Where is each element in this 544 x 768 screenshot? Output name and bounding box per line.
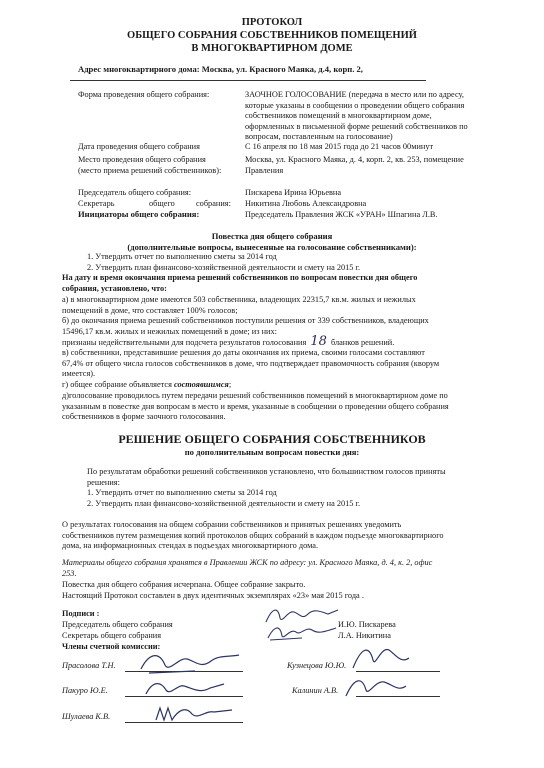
- established-b: б) до окончания приема решений собственников поступили решения от 339 собственников, владеющих: [62, 316, 429, 325]
- place-label: Место проведения общего собрания: [78, 155, 206, 164]
- member-signature-4: [340, 672, 410, 700]
- commission-heading: Члены счетной комиссии:: [62, 642, 161, 651]
- secretary-value: Никитина Любовь Александровна: [245, 199, 367, 208]
- secretary-sign-name: Л.А. Никитина: [338, 631, 391, 640]
- secretary-label: Секретарь: [78, 199, 115, 208]
- member-signature-5: [150, 700, 240, 726]
- materials-text-2: 253.: [62, 568, 77, 578]
- agenda-subtitle: (дополнительные вопросы, вынесенные на голосование собственниками):: [127, 241, 417, 252]
- notice-text-3: дома, на информационных стендах в подъездах многоквартирного дома.: [62, 541, 319, 550]
- established-c-3: имеется).: [62, 369, 96, 378]
- form-value-4: оформленных в письменной форме решений собственников по: [245, 121, 468, 131]
- doc-title-line2: ОБЩЕГО СОБРАНИЯ СОБСТВЕННИКОВ ПОМЕЩЕНИЙ: [127, 30, 417, 41]
- materials-text: Материалы общего собрания хранятся в Правлении ЖСК по адресу: ул. Красного Маяка, д. 4, к. 2, офис: [62, 558, 433, 567]
- chair-sign-label: Председатель общего собрания: [62, 619, 173, 629]
- chair-sign-name: И.Ю. Пискарева: [338, 619, 396, 629]
- established-a: а) в многоквартирном доме имеются 503 собственника, владеющих 22315,7 кв.м. жилых и нежилых: [62, 295, 416, 304]
- place-label-2: (место приема решений собственников):: [78, 165, 222, 175]
- decision-item-1: 1. Утвердить отчет по выполнению сметы за 2014 год: [87, 488, 277, 497]
- member-signature-1: [135, 647, 245, 677]
- notice-text: О результатах голосования на общем собрании собственников и принятых решениях уведомить: [62, 520, 402, 529]
- established-c-2: 67,4% от общего числа голосов собственников в доме, что подтверждает правомочность собрания (кворум: [62, 358, 440, 368]
- member-name-3: Пакуро Ю.Е.: [62, 686, 108, 695]
- established-g-end: ;: [228, 380, 232, 389]
- address-underline: [70, 80, 426, 81]
- chair-label: Председатель общего собрания:: [78, 188, 192, 197]
- date-label: Дата проведения общего собрания: [78, 142, 200, 151]
- form-value-2: которые указаны в сообщении о проведении общего собрания: [245, 100, 465, 110]
- closing-text-2: Настоящий Протокол составлен в двух идентичных экземплярах «23» мая 2015 года .: [62, 590, 364, 600]
- signatures-heading: Подписи :: [62, 609, 100, 618]
- member-name-5: Шулаева К.В.: [62, 712, 111, 721]
- form-value-5: вопросам, поставленным на голосование): [245, 132, 393, 141]
- invalid-ballots-count: 18: [310, 334, 327, 349]
- invalid-ballots-suffix: бланков решений.: [330, 338, 395, 347]
- established-b-2: 15496,17 кв.м. жилых и нежилых помещений в доме; из них:: [62, 326, 277, 336]
- agenda-item-2: 2. Утвердить план финансово-хозяйственной деятельности и смету на 2015 г.: [87, 262, 361, 272]
- decision-subtitle: по дополнительным вопросам повестки дня:: [184, 447, 360, 457]
- date-value: С 16 апреля по 18 мая 2015 года до 21 часов 00минут: [245, 142, 434, 151]
- established-d-3: собственников в форме заочного голосования.: [62, 412, 226, 421]
- established-b-3: [62, 334, 395, 349]
- decision-item-2: 2. Утвердить план финансово-хозяйственной деятельности и смету на 2015 г.: [87, 498, 361, 508]
- initiators-label: Инициаторы общего собрания:: [78, 209, 200, 219]
- invalid-ballots-text: признаны недействительными для подсчета результатов голосования: [62, 338, 307, 347]
- secretary-signature: [262, 622, 342, 644]
- decision-intro: По результатам обработки решений собственников установлено, что большинством голосов приняты: [87, 467, 446, 476]
- doc-title: ПРОТОКОЛ: [241, 17, 303, 28]
- established-a-2: помещений в доме, что составляет 100% голосов;: [62, 305, 238, 315]
- form-label: Форма проведения общего собрания:: [78, 90, 210, 99]
- decision-intro-2: решения:: [87, 477, 120, 487]
- decision-title: РЕШЕНИЕ ОБЩЕГО СОБРАНИЯ СОБСТВЕННИКОВ: [118, 432, 426, 446]
- secretary-label-3: собрания:: [196, 199, 231, 208]
- secretary-sign-label: Секретарь общего собрания: [62, 631, 162, 640]
- doc-title-line3: В МНОГОКВАРТИРНОМ ДОМЕ: [191, 43, 353, 54]
- notice-text-2: собственников путем размещения копий протоколов общих собраний в каждом подъезде многоквартирного: [62, 530, 444, 540]
- member-name-2: Кузнецова Ю.Ю.: [287, 661, 347, 670]
- initiators-value: Председатель Правления ЖСК «УРАН» Шпагина Л.В.: [245, 209, 438, 219]
- quorum-status: состоявшимся: [173, 380, 229, 389]
- established-g: [62, 380, 231, 390]
- member-signature-3: [140, 676, 230, 700]
- chair-value: Пискарева Ирина Юрьевна: [245, 188, 342, 197]
- form-value-1: ЗАОЧНОЕ ГОЛОСОВАНИЕ (передача в место или по адресу,: [245, 90, 464, 99]
- established-c: в) собственники, представившие решения до даты окончания их приема, своими голосами составляют: [62, 348, 425, 357]
- member-name-4: Калинин А.В.: [292, 686, 339, 695]
- secretary-label-2: общего: [149, 199, 175, 208]
- established-intro-2: собрания, установлено, что:: [62, 283, 167, 293]
- established-g-text: г) общее собрание объявляется: [62, 380, 174, 389]
- agenda-item-1: 1. Утвердить отчет по выполнению сметы за 2014 год: [87, 252, 277, 261]
- established-d-2: указанным в повестке дня вопросам в место и время, указанные в сообщении о проведении общего собрания: [62, 401, 449, 411]
- member-signature-2: [345, 640, 415, 674]
- established-intro: На дату и время окончания приема решений собственников по вопросам повестки дня общего: [62, 273, 418, 282]
- member-name-1: Прасолова Т.Н.: [62, 661, 116, 670]
- form-value-3: собственников помещений в многоквартирном доме,: [245, 111, 432, 120]
- address-line: Адрес многоквартирного дома: Москва, ул. Красного Маяка, д.4, корп. 2,: [78, 64, 363, 74]
- agenda-title: Повестка дня общего собрания: [211, 231, 333, 241]
- established-d: д)голосование проводилось путем передачи решений собственников помещений в многоквартирном доме по: [62, 391, 448, 400]
- closing-text: Повестка дня общего собрания исчерпана. Общее собрание закрыто.: [62, 580, 306, 589]
- place-value-2: Правления: [245, 165, 284, 175]
- place-value: Москва, ул. Красного Маяка, д. 4, корп. 2, кв. 253, помещение: [245, 155, 464, 164]
